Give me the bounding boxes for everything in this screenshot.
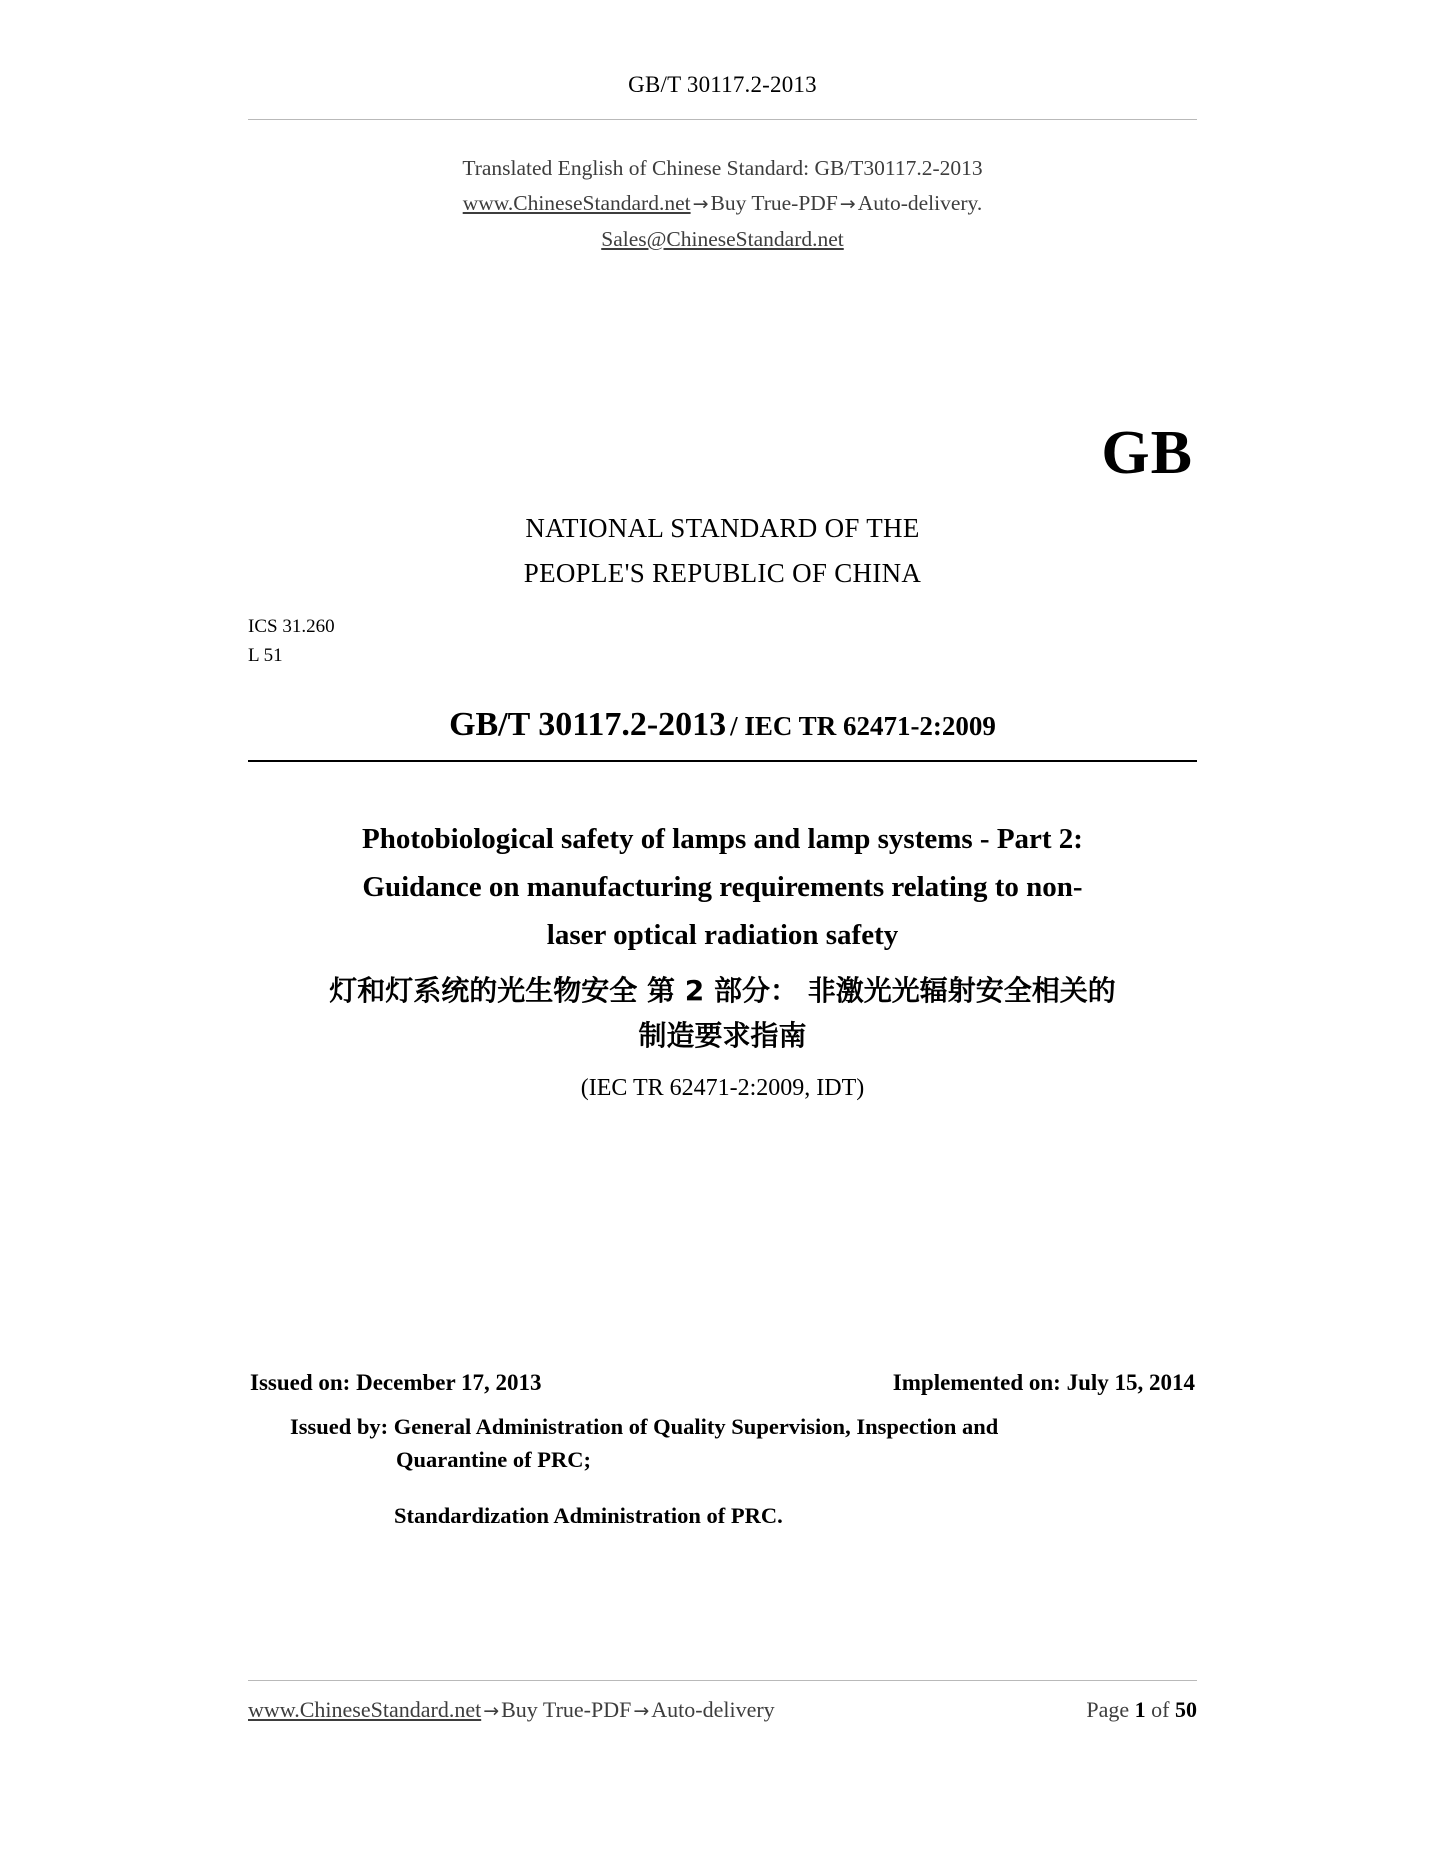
footer-website-link[interactable]: www.ChineseStandard.net bbox=[248, 1697, 482, 1722]
implemented-on-date: Implemented on: July 15, 2014 bbox=[892, 1369, 1195, 1395]
footer-buy-label: Buy True-PDF bbox=[501, 1697, 632, 1722]
title-english bbox=[248, 816, 1197, 960]
issuer-line1: Issued by: General Administration of Quality Supervision, Inspection and bbox=[290, 1413, 999, 1439]
page-of-label: of bbox=[1151, 1697, 1170, 1722]
page-number: 1 bbox=[1134, 1697, 1146, 1722]
footer-delivery-label: Auto-delivery bbox=[651, 1697, 775, 1722]
issuer-line3: Standardization Administration of PRC. bbox=[394, 1503, 783, 1529]
standard-number bbox=[248, 706, 1197, 744]
title-english-line3: laser optical radiation safety bbox=[546, 919, 899, 952]
title-chinese-line2: 制造要求指南 bbox=[638, 1019, 807, 1053]
page-total: 50 bbox=[1175, 1697, 1197, 1722]
promo-email-link[interactable]: Sales@ChineseStandard.net bbox=[601, 226, 844, 251]
issued-on-date: Issued on: December 17, 2013 bbox=[250, 1369, 542, 1395]
gb-emblem: GB bbox=[1101, 419, 1193, 488]
page-content bbox=[248, 0, 1197, 1870]
standard-number-equivalent: / IEC TR 62471-2:2009 bbox=[730, 711, 996, 742]
promo-buy-label: Buy True-PDF bbox=[710, 191, 838, 216]
footer-arrow-icon-2: → bbox=[633, 1700, 650, 1722]
issuer-block bbox=[248, 1410, 1197, 1533]
standard-number-divider bbox=[248, 760, 1197, 762]
national-standard-heading bbox=[248, 506, 1197, 595]
promo-line-purchase bbox=[248, 186, 1197, 221]
footer-promo bbox=[248, 1697, 775, 1723]
classification-block bbox=[248, 612, 1197, 671]
standard-number-main: GB/T 30117.2-2013 bbox=[449, 706, 727, 744]
page-footer bbox=[248, 1697, 1197, 1723]
footer-arrow-icon: → bbox=[483, 1700, 500, 1722]
issue-dates-row bbox=[248, 1370, 1197, 1396]
arrow-icon-2: → bbox=[839, 193, 856, 216]
promo-delivery-label: Auto-delivery. bbox=[857, 191, 983, 216]
header-standard-code: GB/T 30117.2-2013 bbox=[628, 72, 817, 97]
ics-code: ICS 31.260 bbox=[248, 615, 335, 637]
title-idt-reference: (IEC TR 62471-2:2009, IDT) bbox=[580, 1074, 865, 1101]
promo-line-translated: Translated English of Chinese Standard: GB/T30117.2-2013 bbox=[462, 156, 983, 180]
title-chinese bbox=[248, 968, 1197, 1059]
page-number-indicator bbox=[1086, 1697, 1197, 1723]
title-english-line1: Photobiological safety of lamps and lamp systems - Part 2: bbox=[362, 823, 1083, 856]
document-header bbox=[248, 0, 1197, 120]
page-label: Page bbox=[1086, 1697, 1130, 1722]
header-divider bbox=[248, 119, 1197, 120]
footer-divider bbox=[248, 1680, 1197, 1681]
promo-line-email bbox=[248, 222, 1197, 257]
category-code: L 51 bbox=[248, 644, 283, 666]
issuer-line2: Quarantine of PRC; bbox=[396, 1447, 591, 1473]
title-english-line2: Guidance on manufacturing requirements relating to non- bbox=[362, 871, 1083, 904]
arrow-icon: → bbox=[692, 193, 709, 216]
national-standard-line2: PEOPLE'S REPUBLIC OF CHINA bbox=[523, 557, 922, 588]
promo-block bbox=[248, 151, 1197, 257]
promo-website-link[interactable]: www.ChineseStandard.net bbox=[462, 191, 691, 216]
title-chinese-line1: 灯和灯系统的光生物安全 第 2 部分： 非激光光辐射安全相关的 bbox=[329, 973, 1116, 1007]
national-standard-line1: NATIONAL STANDARD OF THE bbox=[525, 513, 920, 544]
